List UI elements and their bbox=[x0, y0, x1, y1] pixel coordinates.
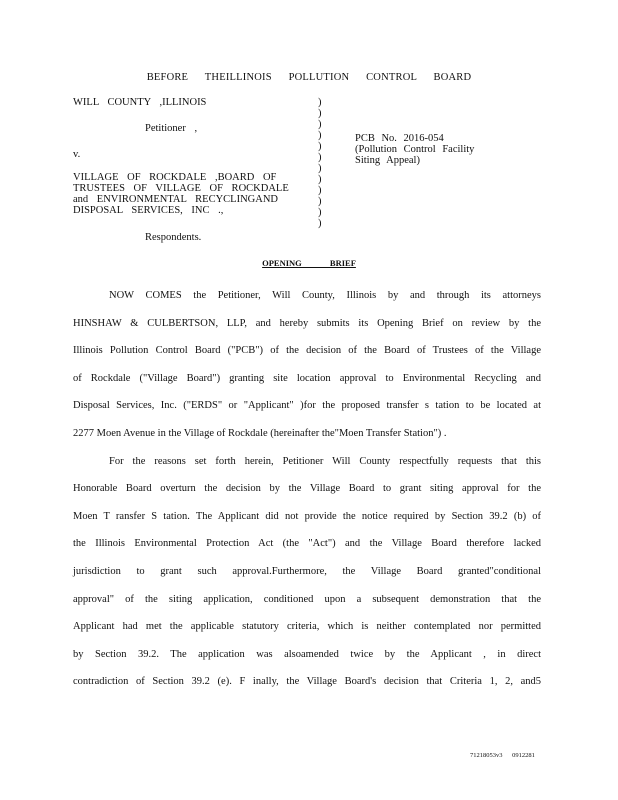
caption-paren: ) bbox=[318, 108, 322, 119]
caption-paren: ) bbox=[318, 97, 322, 108]
case-description-line-1: (Pollution Control Facility bbox=[355, 144, 475, 155]
body-line: Disposal Services, Inc. ("ERDS" or "Applicant" )for the proposed transfer s tation to be located at bbox=[73, 400, 541, 412]
caption-paren: ) bbox=[318, 174, 322, 185]
caption-paren-column bbox=[318, 97, 328, 229]
body-line: Applicant had met the applicable statutory criteria, which is neither contemplated nor permitted bbox=[73, 621, 541, 633]
body-line: contradiction of Section 39.2 (e). F inally, the Village Board's decision that Criteria 1, 2, and5 bbox=[73, 676, 541, 688]
brief-body bbox=[73, 282, 541, 696]
caption-county: WILL COUNTY ,ILLINOIS bbox=[73, 97, 207, 108]
case-caption-number bbox=[355, 133, 555, 166]
caption-respondents-label: Respondents. bbox=[145, 232, 202, 243]
caption-paren: ) bbox=[318, 152, 322, 163]
body-line: Moen T ransfer S tation. The Applicant did not provide the notice required by Section 39.2 (b) of bbox=[73, 510, 541, 522]
body-line: 2277 Moen Avenue in the Village of Rockdale (hereinafter the"Moen Transfer Station") . bbox=[73, 427, 447, 439]
body-line: For the reasons set forth herein, Petitioner Will County respectfully requests that this bbox=[109, 455, 541, 467]
body-line: Honorable Board overturn the decision by the Village Board to grant siting approval for the bbox=[73, 483, 541, 495]
caption-respondent-line-3: and ENVIRONMENTAL RECYCLINGAND bbox=[73, 194, 278, 205]
body-line: NOW COMES the Petitioner, Will County, Illinois by and through its attorneys bbox=[109, 290, 541, 301]
court-heading: BEFORE THEILLINOIS POLLUTION CONTROL BOARD bbox=[146, 72, 472, 83]
caption-paren: ) bbox=[318, 119, 322, 130]
caption-paren: ) bbox=[318, 163, 322, 174]
opening-brief-title: OPENING BRIEF bbox=[262, 258, 356, 268]
caption-respondent-line-2: TRUSTEES OF VILLAGE OF ROCKDALE bbox=[73, 183, 289, 194]
body-line: Illinois Pollution Control Board ("PCB") of the decision of the Board of Trustees of the Village bbox=[73, 345, 541, 357]
body-line: by Section 39.2. The application was alsoamended twice by the Applicant , in direct bbox=[73, 648, 541, 660]
body-line: approval" of the siting application, conditioned upon a subsequent demonstration that the bbox=[73, 593, 541, 605]
caption-paren: ) bbox=[318, 196, 322, 207]
caption-paren: ) bbox=[318, 185, 322, 196]
body-line: the Illinois Environmental Protection Act (the "Act") and the Village Board therefore lacked bbox=[73, 538, 541, 550]
body-line: HINSHAW & CULBERTSON, LLP, and hereby submits its Opening Brief on review by the bbox=[73, 317, 541, 329]
caption-paren: ) bbox=[318, 141, 322, 152]
caption-versus: v. bbox=[73, 149, 81, 160]
caption-paren: ) bbox=[318, 218, 322, 229]
document-footer-id: 71218053v3 0912281 bbox=[470, 752, 535, 759]
section-title bbox=[0, 258, 618, 268]
body-line: jurisdiction to grant such approval.Furthermore, the Village Board granted"conditional bbox=[73, 565, 541, 577]
caption-respondent-line-1: VILLAGE OF ROCKDALE ,BOARD OF bbox=[73, 172, 277, 183]
case-description-line-2: Siting Appeal) bbox=[355, 155, 420, 166]
body-line: of Rockdale ("Village Board") granting site location approval to Environmental Recycling and bbox=[73, 372, 541, 384]
case-number: PCB No. 2016-054 bbox=[355, 133, 444, 144]
caption-petitioner: Petitioner , bbox=[145, 123, 198, 134]
caption-paren: ) bbox=[318, 207, 322, 218]
caption-respondent-line-4: DISPOSAL SERVICES, INC ., bbox=[73, 205, 224, 216]
caption-paren: ) bbox=[318, 130, 322, 141]
